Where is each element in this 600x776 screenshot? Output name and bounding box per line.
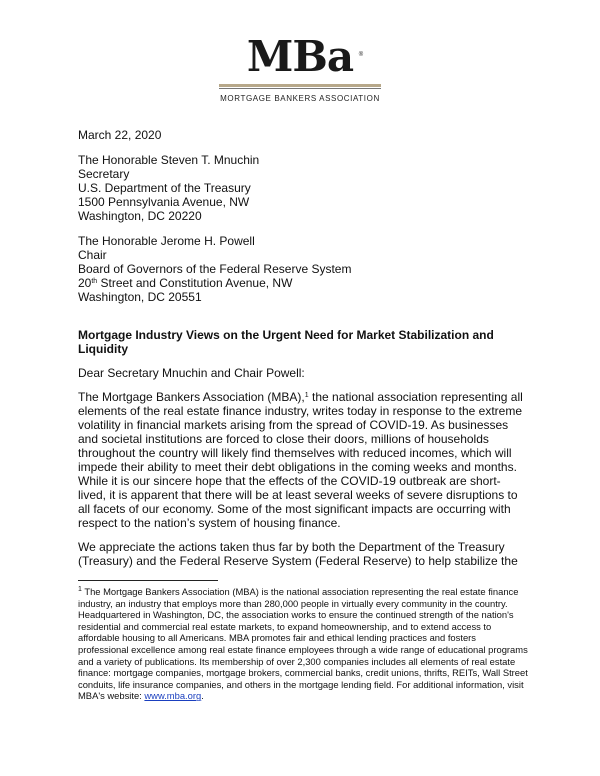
logo-mark-text: MBa: [246, 32, 354, 81]
letter-body: [78, 128, 528, 578]
paragraph-2: We appreciate the actions taken thus far by both the Department of the Treasury (Treasury) and the Federal Reserve System (Federal Reserve) to help stabilize the: [78, 540, 518, 568]
footnote-1: [78, 586, 528, 702]
logo-gray-rule: [219, 88, 381, 89]
footnote-text: The Mortgage Bankers Association (MBA) is the national association representing the real estate finance industry, an industry that employs more than 280,000 people in virtually every community in the country. Headquartered in Washington, DC, the association works to ensure the continued strength of the nation's residential and commercial real estate markets, to expand homeownership, and to extend access to affordable housing to all Americans. MBA promotes fair and ethical lending practices and fosters professional excellence among real estate finance employees through a wide range of educational programs and a variety of publications. Its membership of over 2,300 companies includes all elements of real estate finance: mortgage companies, mortgage brokers, commercial banks, credit unions, thrifts, REITs, Wall Street conduits, life insurance companies, and others in the mortgage lending field. For additional information, visit MBA's website:: [78, 586, 528, 702]
recipient-org: Board of Governors of the Federal Reserve System: [78, 262, 352, 276]
recipient-title: Secretary: [78, 167, 130, 181]
footnote-ref[interactable]: 1: [304, 392, 309, 399]
recipient-title: Chair: [78, 248, 107, 262]
letter-date: March 22, 2020: [78, 128, 162, 142]
recipient-street: [78, 276, 528, 290]
letter-subject: Mortgage Industry Views on the Urgent Need for Market Stabilization and Liquidity: [78, 328, 494, 356]
registered-mark: ®: [358, 52, 363, 58]
recipient-city: Washington, DC 20220: [78, 209, 202, 223]
recipient-name: The Honorable Jerome H. Powell: [78, 234, 255, 248]
street-rest: Street and Constitution Avenue, NW: [97, 276, 293, 290]
paragraph-text: The Mortgage Bankers Association (MBA),: [78, 390, 305, 404]
recipient-street: 1500 Pennsylvania Avenue, NW: [78, 195, 250, 209]
paragraph-text: the national association representing all elements of the real estate finance industry, writes today in response to the extreme volatility in financial markets arising from the spread of COVID-19. As businesses and societal institutions are forced to close their doors, millions of households throughout the country will likely find themselves with reduced incomes, which will impede their ability to meet their debt obligations in the coming weeks and months. While it is our sincere hope that the effects of the COVID-19 outbreak are short-lived, it is apparent that there will be at least several weeks of severe disruptions to all facets of our economy. Some of the most significant impacts are occurring with respect to the nation’s system of housing finance.: [78, 390, 523, 530]
paragraph-1: [78, 390, 528, 530]
recipient-address-treasury: [78, 153, 528, 223]
recipient-city: Washington, DC 20551: [78, 290, 202, 304]
footnote-end: .: [201, 690, 204, 702]
mba-logo: [200, 32, 400, 103]
street-number: 20: [78, 276, 92, 290]
recipient-address-fed: [78, 234, 528, 304]
logo-tan-rule: [219, 84, 381, 87]
logo-subtitle: MORTGAGE BANKERS ASSOCIATION: [220, 94, 380, 103]
recipient-org: U.S. Department of the Treasury: [78, 181, 251, 195]
ordinal-suffix: th: [91, 278, 98, 285]
salutation: Dear Secretary Mnuchin and Chair Powell:: [78, 366, 305, 380]
mba-website-link[interactable]: www.mba.org: [144, 690, 202, 702]
footnote-separator: [78, 580, 218, 581]
logo-wordmark: [246, 32, 363, 81]
footnote-marker: 1: [78, 586, 82, 593]
recipient-name: The Honorable Steven T. Mnuchin: [78, 153, 260, 167]
